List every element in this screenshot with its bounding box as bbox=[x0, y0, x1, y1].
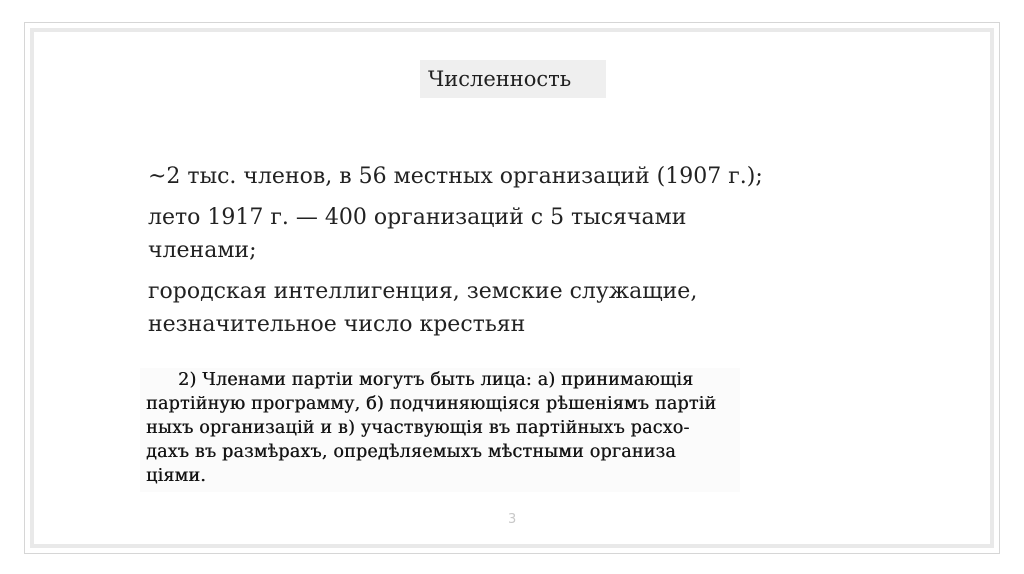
bullet-list bbox=[148, 160, 868, 349]
bullet-text: незначительное число крестьян bbox=[148, 312, 526, 337]
scanned-document-excerpt bbox=[140, 368, 740, 492]
slide-title: Численность bbox=[428, 67, 572, 91]
scan-line: ціями. bbox=[146, 466, 206, 486]
scan-line: 2) Членами партіи могутъ быть лица: а) принимающія bbox=[178, 370, 694, 390]
bullet-text: ~2 тыс. членов, в 56 местных организаций (1907 г.); bbox=[148, 164, 763, 189]
page-number: 3 bbox=[508, 512, 517, 527]
bullet-item-composition bbox=[148, 275, 868, 341]
bullet-text: лето 1917 г. — 400 организаций с 5 тысячами bbox=[148, 205, 687, 230]
scan-line: ныхъ организацій и в) участвующія въ партійныхъ расхо- bbox=[146, 418, 690, 438]
bullet-item-membership-1907 bbox=[148, 160, 868, 193]
bullet-item-summer-1917 bbox=[148, 201, 868, 267]
scan-line: партійную программу, б) подчиняющіяся рѣшеніямъ партій bbox=[146, 394, 717, 414]
scan-line: дахъ въ размѣрахъ, опредѣляемыхъ мѣстными организа bbox=[146, 442, 676, 462]
bullet-text: городская интеллигенция, земские служащие, bbox=[148, 279, 698, 304]
bullet-text: членами; bbox=[148, 238, 257, 263]
